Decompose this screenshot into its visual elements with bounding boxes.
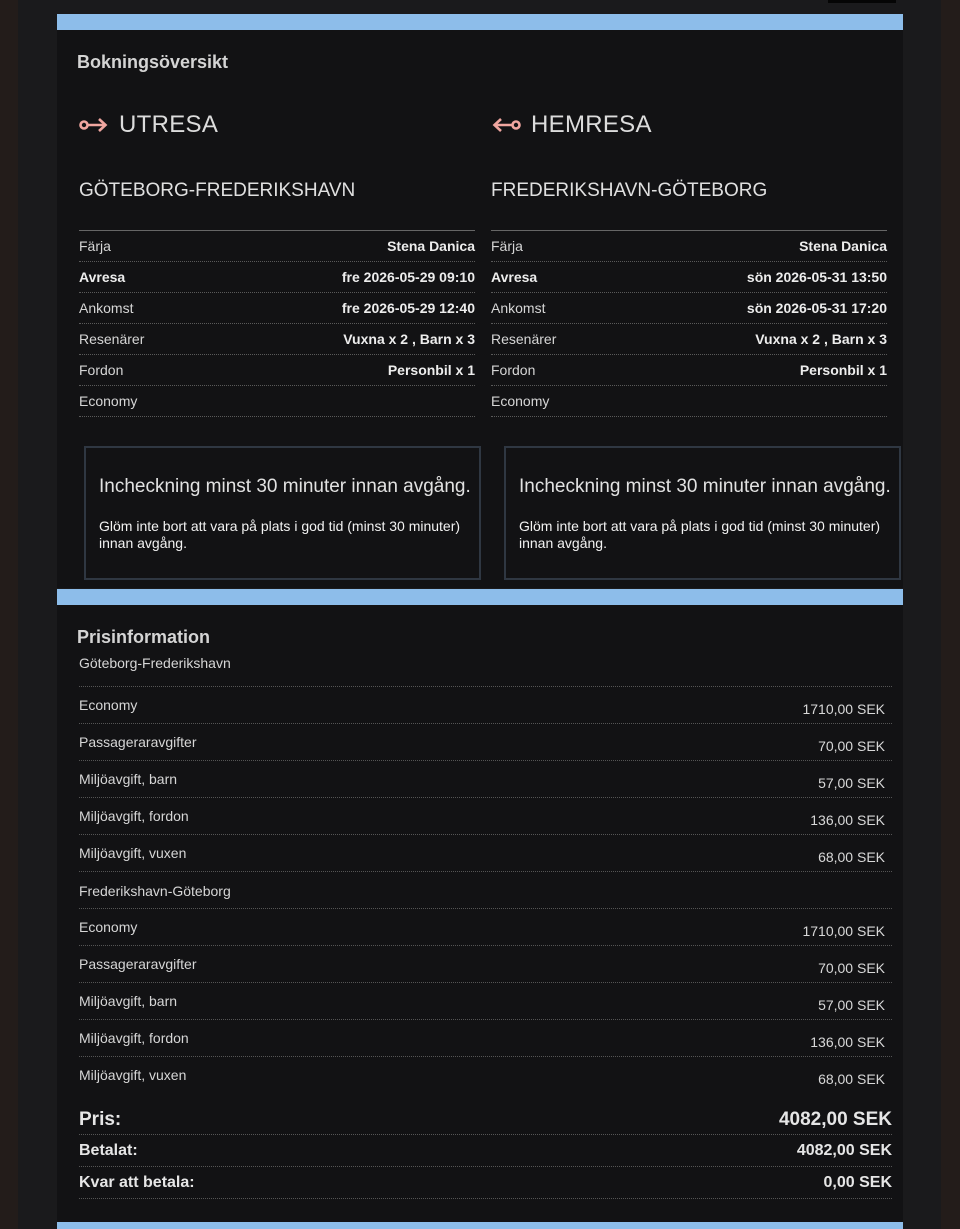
- price-row: [79, 946, 892, 983]
- notice-title: Incheckning minst 30 minuter innan avgång.: [519, 476, 891, 497]
- info-label: Färja: [79, 238, 111, 254]
- price-value: 136,00 SEK: [810, 1034, 885, 1050]
- price-row: [79, 1057, 892, 1094]
- price-label: Passageraravgifter: [79, 734, 197, 750]
- info-row-ferry: [491, 231, 887, 262]
- inbound-route: FREDERIKSHAVN-GÖTEBORG: [491, 180, 768, 201]
- price-list: [79, 645, 892, 1094]
- price-row: [79, 835, 892, 872]
- inbound-info-table: [491, 230, 887, 417]
- info-label: Avresa: [79, 269, 126, 285]
- info-label: Färja: [491, 238, 523, 254]
- paid-value: 4082,00 SEK: [796, 1141, 892, 1159]
- info-label: Economy: [79, 393, 138, 409]
- info-value: Personbil x 1: [387, 362, 475, 378]
- price-label: Miljöavgift, fordon: [79, 808, 189, 824]
- price-value: 68,00 SEK: [818, 849, 885, 865]
- price-label: Economy: [79, 919, 138, 935]
- amount-due-value: 0,00 SEK: [823, 1173, 892, 1191]
- info-row-ferry: [79, 231, 475, 262]
- outbound-route: GÖTEBORG-FREDERIKSHAVN: [79, 180, 356, 201]
- price-row: [79, 1020, 892, 1057]
- info-value: Stena Danica: [799, 238, 887, 254]
- info-row-travellers: [79, 324, 475, 355]
- price-row: [79, 687, 892, 724]
- info-value: Stena Danica: [387, 238, 475, 254]
- info-row-departure: [79, 262, 475, 293]
- info-row-class: [79, 386, 475, 417]
- price-value: 70,00 SEK: [818, 738, 885, 754]
- price-row: [79, 983, 892, 1020]
- info-row-vehicle: [491, 355, 887, 386]
- price-label: Miljöavgift, fordon: [79, 1030, 189, 1046]
- price-label: Miljöavgift, barn: [79, 771, 178, 787]
- booking-overview-title: Bokningsöversikt: [77, 52, 229, 72]
- price-row: [79, 761, 892, 798]
- arrow-left-icon: [491, 115, 521, 135]
- outbound-info-table: [79, 230, 475, 417]
- info-label: Fordon: [491, 362, 536, 378]
- price-label: Miljöavgift, vuxen: [79, 1067, 187, 1083]
- paid-row: [79, 1135, 892, 1167]
- price-row: [79, 724, 892, 761]
- price-value: 136,00 SEK: [810, 812, 885, 828]
- info-row-arrival: [491, 293, 887, 324]
- info-label: Resenärer: [491, 331, 557, 347]
- info-label: Resenärer: [79, 331, 145, 347]
- info-label: Ankomst: [491, 300, 546, 316]
- info-row-arrival: [79, 293, 475, 324]
- info-value: Vuxna x 2 , Barn x 3: [755, 331, 887, 347]
- price-value: 1710,00 SEK: [802, 923, 885, 939]
- info-value: fre 2026-05-29 09:10: [341, 269, 475, 285]
- info-label: Avresa: [491, 269, 538, 285]
- outbound-checkin-notice: [84, 446, 481, 580]
- info-row-vehicle: [79, 355, 475, 386]
- page-frame: [18, 0, 941, 1229]
- notice-text: Glöm inte bort att vara på plats i god tid (minst 30 minuter) innan avgång.: [99, 518, 461, 551]
- price-row: [79, 909, 892, 946]
- inbound-checkin-notice: [504, 446, 901, 580]
- price-info-title: Prisinformation: [77, 627, 211, 647]
- total-price-row: [79, 1105, 892, 1135]
- outbound-heading: UTRESA: [119, 111, 219, 138]
- amount-due-row: [79, 1167, 892, 1199]
- price-totals: [79, 1105, 892, 1199]
- booking-overview-panel: [57, 30, 903, 588]
- price-route-inbound: Frederikshavn-Göteborg: [79, 872, 892, 909]
- info-value: sön 2026-05-31 13:50: [746, 269, 887, 285]
- price-value: 68,00 SEK: [818, 1071, 885, 1087]
- notice-text: Glöm inte bort att vara på plats i god tid (minst 30 minuter) innan avgång.: [519, 518, 881, 551]
- inbound-heading: HEMRESA: [531, 111, 652, 138]
- info-label: Economy: [491, 393, 550, 409]
- section-band-bottom: [57, 1222, 903, 1229]
- price-value: 1710,00 SEK: [802, 701, 885, 717]
- arrow-right-icon: [79, 115, 109, 135]
- top-control[interactable]: [828, 0, 896, 3]
- price-row: [79, 798, 892, 835]
- info-label: Ankomst: [79, 300, 134, 316]
- info-row-class: [491, 386, 887, 417]
- price-label: Economy: [79, 697, 138, 713]
- price-label: Miljöavgift, vuxen: [79, 845, 187, 861]
- outbound-section: [79, 110, 475, 417]
- notice-title: Incheckning minst 30 minuter innan avgång.: [99, 476, 471, 497]
- total-price-value: 4082,00 SEK: [778, 1108, 892, 1130]
- inbound-section: [491, 110, 887, 417]
- total-price-label: Pris:: [79, 1108, 122, 1130]
- info-row-departure: [491, 262, 887, 293]
- info-label: Fordon: [79, 362, 124, 378]
- price-value: 70,00 SEK: [818, 960, 885, 976]
- info-value: sön 2026-05-31 17:20: [746, 300, 887, 316]
- section-band-middle: [57, 589, 903, 605]
- section-band-top: [57, 14, 903, 30]
- price-info-panel: [57, 605, 903, 1222]
- price-label: Miljöavgift, barn: [79, 993, 178, 1009]
- info-value: fre 2026-05-29 12:40: [341, 300, 475, 316]
- price-route-outbound: Göteborg-Frederikshavn: [79, 645, 892, 687]
- info-value: Personbil x 1: [799, 362, 887, 378]
- info-value: Vuxna x 2 , Barn x 3: [343, 331, 475, 347]
- paid-label: Betalat:: [79, 1141, 138, 1159]
- info-row-travellers: [491, 324, 887, 355]
- amount-due-label: Kvar att betala:: [79, 1173, 195, 1191]
- price-value: 57,00 SEK: [818, 997, 885, 1013]
- price-value: 57,00 SEK: [818, 775, 885, 791]
- price-label: Passageraravgifter: [79, 956, 197, 972]
